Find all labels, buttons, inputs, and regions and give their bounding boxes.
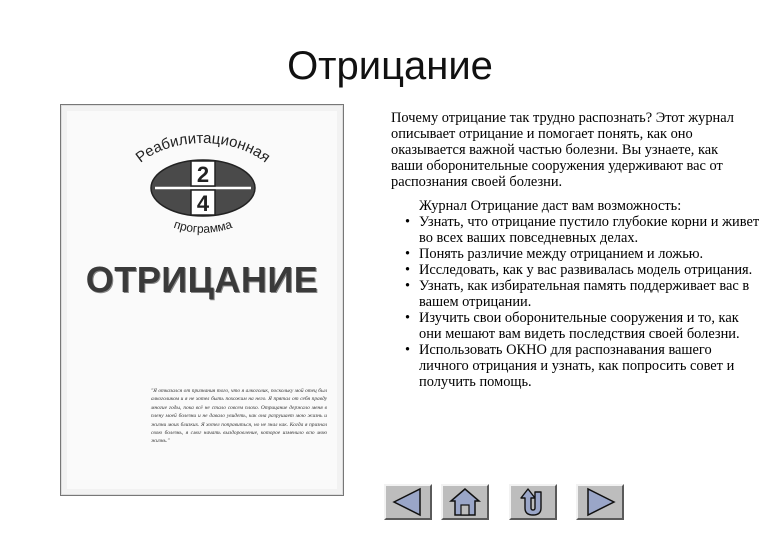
list-item-text: Изучить свои оборонительные сооружения и то, как они мешают вам видеть последствия своей болезни. — [419, 310, 740, 342]
logo-digit-top: 2 — [196, 162, 210, 187]
back-button[interactable] — [384, 484, 432, 520]
offer-heading: Журнал Отрицание даст вам возможность: — [419, 198, 682, 214]
list-item-text: Узнать, что отрицание пустило глубокие корни и живет во всех ваших повседневных делах. — [419, 214, 760, 246]
bullet-icon: • — [405, 246, 411, 262]
triangle-right-icon — [578, 486, 622, 518]
forward-button[interactable] — [576, 484, 624, 520]
u-turn-icon — [511, 486, 555, 518]
list-item-text: Понять различие между отрицанием и ложью. — [419, 246, 704, 262]
list-item-text: Использовать ОКНО для распознавания вашего личного отрицания и узнать, как попросить совет и получить помощь. — [419, 342, 735, 390]
logo-digit-bottom: 4 — [196, 191, 210, 216]
return-button[interactable] — [509, 484, 557, 520]
slide-title: Отрицание — [287, 44, 493, 88]
benefit-list — [405, 214, 761, 390]
list-item — [405, 214, 761, 246]
list-item — [405, 262, 761, 278]
list-item-text: Исследовать, как у вас развивалась модель отрицания. — [419, 262, 753, 278]
logo-arc-top-text: Реабилитационная — [132, 131, 274, 167]
list-item — [405, 278, 761, 310]
list-item — [405, 246, 761, 262]
bullet-icon: • — [405, 278, 411, 294]
home-button[interactable] — [441, 484, 489, 520]
bullet-icon: • — [405, 214, 411, 230]
bullet-icon: • — [405, 342, 411, 358]
bullet-icon: • — [405, 310, 411, 326]
triangle-left-icon — [386, 486, 430, 518]
list-item — [405, 310, 761, 342]
list-item — [405, 342, 761, 390]
logo-arc-bottom-text: программа — [172, 217, 234, 236]
cover-quote: "Я отказался от признания того, что я алкоголик, поскольку мой отец был алкоголиком и я не хотел быть похожим на него. Я прятал от себя правду многие годы, пока всё не стало совсем плохо. Отрицание держало меня в плену моей болезни и не давало увидеть, как она разрушает мою жизнь и жизни моих близких. Я хотел поправиться, но не знал как. Когда я признал свою болезнь, я смог начать выздоровление, которое изменило всю мою жизнь." — [151, 388, 327, 445]
list-item-text: Узнать, как избирательная память поддерживает вас в вашем отрицании. — [419, 278, 750, 310]
program-logo — [103, 131, 303, 251]
intro-paragraph: Почему отрицание так трудно распознать? Этот журнал описывает отрицание и помогает понять, как оно оказывается важной частью болезни. Вы узнаете, как ваши оборонительные сооружения удерживают вас от распознания своей болезни. — [391, 110, 734, 190]
cover-page — [67, 111, 337, 489]
book-cover-image — [60, 104, 344, 496]
cover-title: ОТРИЦАНИЕ — [85, 259, 319, 300]
bullet-icon: • — [405, 262, 411, 278]
home-icon — [443, 486, 487, 518]
